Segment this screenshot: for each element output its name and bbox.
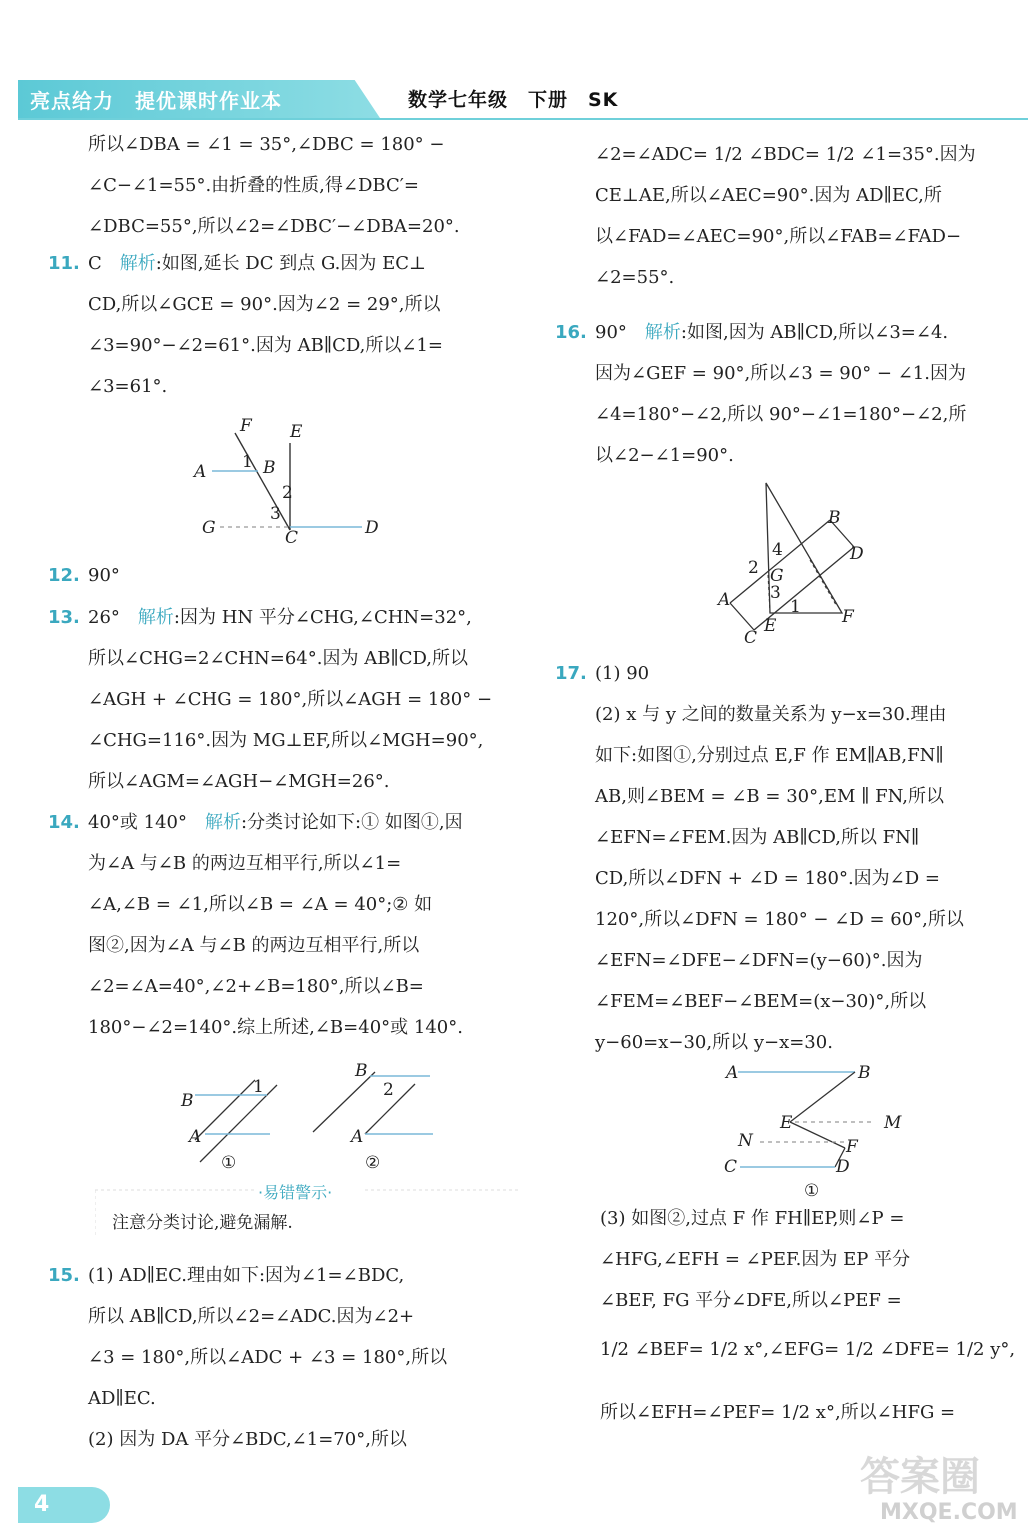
question-number: 15. bbox=[48, 1265, 80, 1286]
answer: 90° bbox=[88, 565, 120, 586]
label-F: F bbox=[240, 416, 252, 436]
label-B: B bbox=[263, 458, 276, 478]
text-line: (1) AD∥EC.理由如下:因为∠1=∠BDC, bbox=[88, 1265, 405, 1286]
text-line: 所以∠EFH=∠PEF= 1/2 x°,所以∠HFG = bbox=[600, 1402, 956, 1423]
text-line: 所以∠CHG=2∠CHN=64°.因为 AB∥CD,所以 bbox=[88, 648, 469, 669]
text-line: ∠EFN=∠FEM.因为 AB∥CD,所以 FN∥ bbox=[595, 827, 920, 848]
answer: C bbox=[88, 253, 102, 274]
label-B: B bbox=[858, 1063, 871, 1083]
text-line: 因为 HN 平分∠CHG,∠CHN=32°, bbox=[179, 607, 472, 628]
label-D: D bbox=[836, 1157, 850, 1177]
label-A: A bbox=[726, 1063, 739, 1083]
text-line: ∠2=∠ADC= 1/2 ∠BDC= 1/2 ∠1=35°.因为 bbox=[595, 144, 976, 165]
text-line: AB,则∠BEM = ∠B = 30°,EM ∥ FN,所以 bbox=[595, 786, 944, 807]
text-line: CD,所以∠GCE = 90°.因为∠2 = 29°,所以 bbox=[88, 294, 441, 315]
text-line: 所以 AB∥CD,所以∠2=∠ADC.因为∠2+ bbox=[88, 1306, 415, 1327]
label-C: C bbox=[744, 628, 758, 648]
warning-title: ·易错警示· bbox=[258, 1183, 333, 1202]
text-line: ∠BEF, FG 平分∠DFE,所以∠PEF = bbox=[600, 1290, 902, 1311]
text-line: 分类讨论如下:① 如图①,因 bbox=[247, 812, 463, 833]
label-E: E bbox=[780, 1113, 793, 1133]
question-number: 13. bbox=[48, 607, 80, 628]
label-G: G bbox=[202, 518, 216, 538]
analysis-label: 解析 bbox=[137, 607, 174, 628]
text-line: ∠CHG=116°.因为 MG⊥EF,所以∠MGH=90°, bbox=[88, 730, 484, 751]
label-C: C bbox=[724, 1157, 738, 1177]
figure-14 bbox=[175, 1050, 445, 1175]
label-3: 3 bbox=[770, 583, 781, 603]
header-subtitle: 数学七年级 下册 SK bbox=[408, 89, 619, 111]
label-A: A bbox=[351, 1127, 364, 1147]
text-line: 120°,所以∠DFN = 180° − ∠D = 60°,所以 bbox=[595, 909, 964, 930]
label-1: 1 bbox=[242, 452, 253, 472]
figure-caption: ① bbox=[804, 1181, 820, 1201]
label-F: F bbox=[846, 1137, 858, 1157]
warning-text: 注意分类讨论,避免漏解. bbox=[112, 1213, 293, 1233]
answer-12 bbox=[48, 555, 120, 596]
analysis-label: 解析 bbox=[119, 253, 156, 274]
watermark-url: MXQE.COM bbox=[880, 1500, 1018, 1525]
answer-11: 11. C 解析:如图,延长 DC 到点 G.因为 EC⊥ CD,所以∠GCE = 90°.因为∠2 = 29°,所以 ∠3=90°−∠2=61°.因为 AB∥CD,所以∠1= ∠3=61°. bbox=[88, 243, 443, 407]
header-divider bbox=[18, 118, 1028, 120]
label-A: A bbox=[718, 590, 731, 610]
text-line: (1) 90 bbox=[595, 663, 650, 684]
page-number: 4 bbox=[18, 1487, 110, 1523]
right-block-0 bbox=[595, 134, 976, 298]
text-line: ∠3=90°−∠2=61°.因为 AB∥CD,所以∠1= bbox=[88, 335, 444, 356]
label-B: B bbox=[355, 1061, 368, 1081]
figure-caption-1: ① bbox=[221, 1153, 237, 1173]
label-B: B bbox=[181, 1091, 194, 1111]
text-line: ∠4=180°−∠2,所以 90°−∠1=180°−∠2,所 bbox=[595, 404, 967, 425]
question-number: 12. bbox=[48, 565, 80, 586]
text-line: 如下:如图①,分别过点 E,F 作 EM∥AB,FN∥ bbox=[595, 745, 944, 766]
text-line: AD∥EC. bbox=[88, 1388, 156, 1409]
text-line: ∠A,∠B = ∠1,所以∠B = ∠A = 40°;② 如 bbox=[88, 894, 433, 915]
answer-17-part-3 bbox=[600, 1198, 1015, 1433]
text-line: (2) x 与 y 之间的数量关系为 y−x=30.理由 bbox=[595, 704, 947, 725]
text-line: 以∠FAD=∠AEC=90°,所以∠FAB=∠FAD− bbox=[595, 226, 962, 247]
text-line: y−60=x−30,所以 y−x=30. bbox=[595, 1032, 833, 1053]
label-G: G bbox=[770, 566, 784, 586]
text-line: ∠DBC=55°,所以∠2=∠DBC′−∠DBA=20°. bbox=[88, 216, 460, 237]
answer-15 bbox=[48, 1255, 448, 1460]
figure-caption-2: ② bbox=[365, 1153, 381, 1173]
text-line: ∠HFG,∠EFH = ∠PEF.因为 EP 平分 bbox=[600, 1249, 911, 1270]
label-E: E bbox=[764, 616, 777, 636]
text-line: 以∠2−∠1=90°. bbox=[595, 445, 734, 466]
label-2: 2 bbox=[383, 1080, 394, 1100]
left-block-0 bbox=[88, 124, 460, 247]
text-line: ∠3=61°. bbox=[88, 376, 168, 397]
label-2: 2 bbox=[282, 483, 293, 503]
text-line: ∠2=∠A=40°,∠2+∠B=180°,所以∠B= bbox=[88, 976, 424, 997]
text-line: 图②,因为∠A 与∠B 的两边互相平行,所以 bbox=[88, 935, 420, 956]
text-line: ∠2=55°. bbox=[595, 267, 675, 288]
label-C: C bbox=[285, 528, 299, 548]
question-number: 17. bbox=[555, 663, 587, 684]
label-F: F bbox=[842, 607, 854, 627]
answer-16: 16. 90° 解析:如图,因为 AB∥CD,所以∠3=∠4. 因为∠GEF = 90°,所以∠3 = 90° − ∠1.因为 ∠4=180°−∠2,所以 90°−∠1=180°−∠2,所 以∠2−∠1=90°. bbox=[595, 312, 966, 476]
label-1: 1 bbox=[253, 1077, 264, 1097]
header-title: 亮点给力 提优课时作业本 bbox=[30, 89, 282, 113]
answer: 40°或 140° bbox=[88, 812, 187, 833]
label-M: M bbox=[884, 1113, 902, 1133]
text-line: 为∠A 与∠B 的两边互相平行,所以∠1= bbox=[88, 853, 402, 874]
text-line: ∠3 = 180°,所以∠ADC + ∠3 = 180°,所以 bbox=[88, 1347, 448, 1368]
label-B: B bbox=[828, 508, 841, 528]
label-D: D bbox=[365, 518, 379, 538]
label-A: A bbox=[194, 462, 207, 482]
label-1: 1 bbox=[790, 597, 801, 617]
figure-16 bbox=[710, 475, 880, 650]
answer-13: 13. 26° 解析:因为 HN 平分∠CHG,∠CHN=32°, 所以∠CHG=2∠CHN=64°.因为 AB∥CD,所以 ∠AGH + ∠CHG = 180°,所以∠AGH = 180° − ∠CHG=116°.因为 MG⊥EF,所以∠MGH=90°, 所以∠AGM=∠AGH−∠MGH=26°. bbox=[88, 597, 492, 802]
text-line: CE⊥AE,所以∠AEC=90°.因为 AD∥EC,所 bbox=[595, 185, 942, 206]
text-line: ∠AGH + ∠CHG = 180°,所以∠AGH = 180° − bbox=[88, 689, 493, 710]
question-number: 16. bbox=[555, 322, 587, 343]
answer-17 bbox=[555, 653, 964, 1063]
question-number: 14. bbox=[48, 812, 80, 833]
text-line: CD,所以∠DFN + ∠D = 180°.因为∠D = bbox=[595, 868, 940, 889]
label-N: N bbox=[738, 1131, 753, 1151]
answer: 26° bbox=[88, 607, 120, 628]
text-line: ∠C−∠1=55°.由折叠的性质,得∠DBC′= bbox=[88, 175, 419, 196]
text-line: 1/2 ∠BEF= 1/2 x°,∠EFG= 1/2 ∠DFE= 1/2 y°, bbox=[600, 1339, 1016, 1360]
text-line: ∠EFN=∠DFE−∠DFN=(y−60)°.因为 bbox=[595, 950, 923, 971]
text-line: 所以∠DBA = ∠1 = 35°,∠DBC = 180° − bbox=[88, 134, 445, 155]
text-line: (3) 如图②,过点 F 作 FH∥EP,则∠P = bbox=[600, 1208, 905, 1229]
label-A: A bbox=[189, 1127, 202, 1147]
text-line: 所以∠AGM=∠AGH−∠MGH=26°. bbox=[88, 771, 390, 792]
text-line: 因为∠GEF = 90°,所以∠3 = 90° − ∠1.因为 bbox=[595, 363, 966, 384]
figure-11 bbox=[190, 415, 390, 550]
label-D: D bbox=[850, 544, 864, 564]
analysis-label: 解析 bbox=[204, 812, 241, 833]
answer: 90° bbox=[595, 322, 627, 343]
text-line: 如图,因为 AB∥CD,所以∠3=∠4. bbox=[686, 322, 949, 343]
text-line: ∠FEM=∠BEF−∠BEM=(x−30)°,所以 bbox=[595, 991, 927, 1012]
watermark-logo: 答案圈 bbox=[860, 1454, 980, 1500]
analysis-label: 解析 bbox=[644, 322, 681, 343]
label-E: E bbox=[290, 422, 303, 442]
text-line: 如图,延长 DC 到点 G.因为 EC⊥ bbox=[161, 253, 426, 274]
text-line: 180°−∠2=140°.综上所述,∠B=40°或 140°. bbox=[88, 1017, 463, 1038]
label-4: 4 bbox=[772, 540, 783, 560]
question-number: 11. bbox=[48, 253, 80, 274]
answer-14: 14. 40°或 140° 解析:分类讨论如下:① 如图①,因 为∠A 与∠B 的两边互相平行,所以∠1= ∠A,∠B = ∠1,所以∠B = ∠A = 40°;② 如 图②,因为∠A 与∠B 的两边互相平行,所以 ∠2=∠A=40°,∠2+∠B=180°,所以∠B= 180°−∠2=140°.综上所述,∠B=40°或 140°. bbox=[88, 802, 463, 1048]
text-line: (2) 因为 DA 平分∠BDC,∠1=70°,所以 bbox=[88, 1429, 407, 1450]
label-3: 3 bbox=[270, 504, 281, 524]
figure-17 bbox=[720, 1060, 910, 1205]
label-2: 2 bbox=[748, 558, 759, 578]
